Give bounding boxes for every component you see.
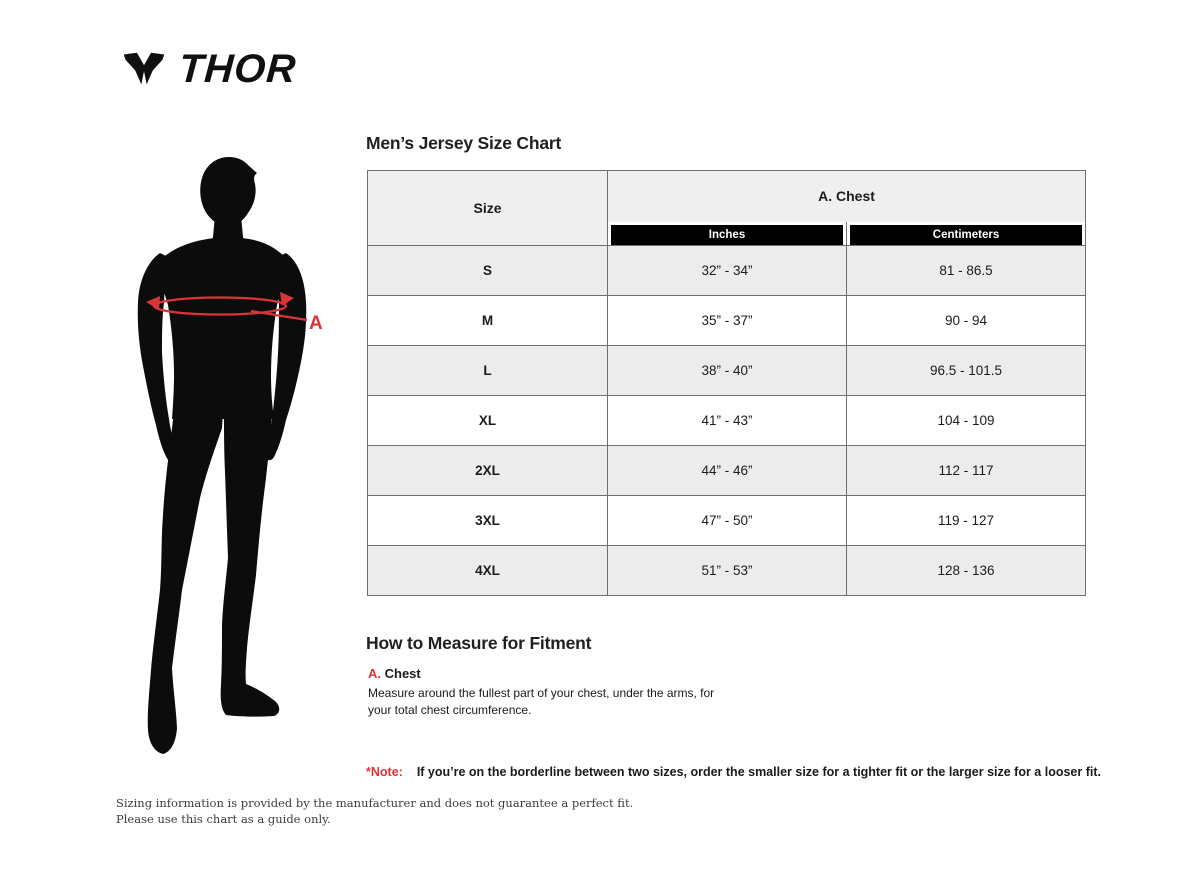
col-header-size: Size (368, 171, 608, 246)
disclaimer (116, 796, 633, 827)
inches-cell: 35” - 37” (608, 295, 847, 345)
measure-heading: How to Measure for Fitment (366, 633, 592, 653)
inches-cell: 38” - 40” (608, 345, 847, 395)
col-header-chest: A. Chest (608, 171, 1086, 222)
note-prefix: *Note: (366, 765, 403, 779)
table-row-4xl (368, 545, 1086, 595)
table-row-3xl (368, 495, 1086, 545)
thor-claw-icon (122, 46, 166, 92)
cm-cell: 104 - 109 (847, 395, 1086, 445)
inches-cell: 47” - 50” (608, 495, 847, 545)
measure-item-title: Chest (384, 666, 421, 681)
cm-cell: 128 - 136 (847, 545, 1086, 595)
cm-cell: 81 - 86.5 (847, 245, 1086, 295)
table-row-m (368, 295, 1086, 345)
chart-title: Men’s Jersey Size Chart (366, 133, 562, 153)
inches-cell: 51” - 53” (608, 545, 847, 595)
note-text: If you’re on the borderline between two sizes, order the smaller size for a tighter fit or the larger size for a looser fit. (416, 765, 1101, 779)
size-chart-table (367, 170, 1086, 596)
inches-cell: 32” - 34” (608, 245, 847, 295)
table-row-l (368, 345, 1086, 395)
table-row-xl (368, 395, 1086, 445)
measure-item-chest (368, 666, 748, 719)
measure-item-key: A. (368, 666, 381, 681)
disclaimer-line-2: Please use this chart as a guide only. (116, 811, 331, 826)
male-silhouette-icon (110, 150, 360, 770)
subcol-centimeters: Centimeters (850, 225, 1082, 245)
size-cell: S (368, 245, 608, 295)
size-cell: 3XL (368, 495, 608, 545)
measure-item-name (368, 666, 748, 681)
cm-cell: 96.5 - 101.5 (847, 345, 1086, 395)
cm-cell: 119 - 127 (847, 495, 1086, 545)
cm-cell: 112 - 117 (847, 445, 1086, 495)
subcol-inches: Inches (611, 225, 843, 245)
sizing-note (366, 765, 1101, 779)
inches-cell: 44” - 46” (608, 445, 847, 495)
chest-measure-label: A (309, 313, 323, 334)
inches-cell: 41” - 43” (608, 395, 847, 445)
size-cell: 4XL (368, 545, 608, 595)
cm-cell: 90 - 94 (847, 295, 1086, 345)
size-cell: M (368, 295, 608, 345)
thor-logo (122, 46, 296, 92)
size-cell: L (368, 345, 608, 395)
thor-wordmark: THOR (177, 47, 298, 91)
subcol-inches-cell (608, 222, 847, 246)
size-cell: 2XL (368, 445, 608, 495)
measure-item-description: Measure around the fullest part of your chest, under the arms, for your total chest circumference. (368, 686, 715, 717)
body-silhouette-figure (110, 150, 360, 770)
table-row-s (368, 245, 1086, 295)
table-row-2xl (368, 445, 1086, 495)
disclaimer-line-1: Sizing information is provided by the manufacturer and does not guarantee a perfect fit. (116, 796, 634, 810)
size-cell: XL (368, 395, 608, 445)
subcol-centimeters-cell (847, 222, 1086, 246)
